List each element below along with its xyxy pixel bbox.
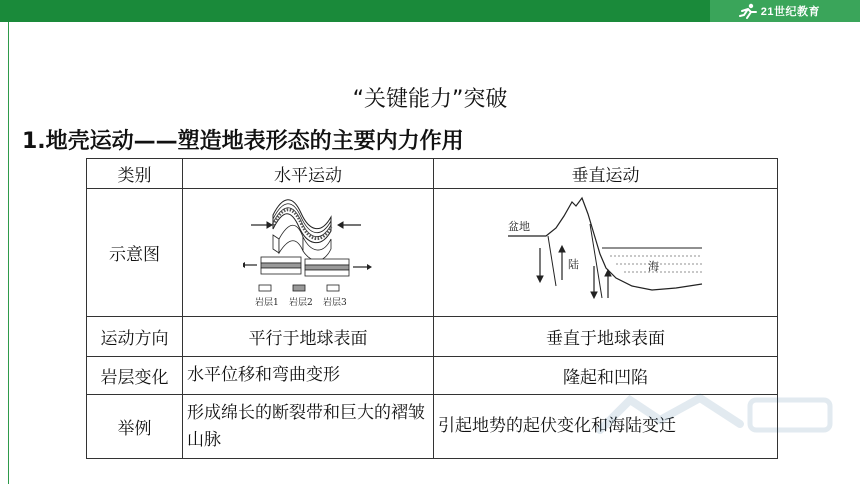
vertical-movement-diagram [506,194,706,312]
fault-blocks [243,257,372,276]
legend-stratum-3: 岩层3 [323,297,347,308]
runner-icon [738,3,758,19]
label-land: 陆 [567,257,579,271]
table-row [87,357,778,395]
watermark-logo [590,390,840,450]
row-label-diagram: 示意图 [87,189,183,317]
table-row-diagram [87,189,778,317]
horizontal-direction: 平行于地球表面 [183,317,434,357]
fault-line-right [590,224,602,298]
strata-legend [255,285,347,308]
table-row [87,317,778,357]
vertical-direction: 垂直于地球表面 [434,317,778,357]
brand-text: 21世纪教育 [760,6,820,18]
horizontal-example: 形成绵长的断裂带和巨大的褶皱山脉 [183,395,434,459]
horizontal-diagram-cell [183,189,434,317]
legend-stratum-2: 岩层2 [289,297,313,308]
horizontal-movement-diagram [243,195,373,313]
legend-stratum-1: 岩层1 [255,297,279,308]
row-label-example: 举例 [87,395,183,459]
header-category: 类别 [87,159,183,189]
header-horizontal: 水平运动 [183,159,434,189]
fault-line-left [548,236,556,286]
section-heading: 1.地壳运动——塑造地表形态的主要内力作用 [22,129,464,154]
header-vertical: 垂直运动 [434,159,778,189]
label-basin: 盆地 [507,219,530,233]
vertical-diagram-cell [434,189,778,317]
brand-logo [738,2,820,20]
vertical-strata-change: 隆起和凹陷 [434,357,778,395]
table-header-row [87,159,778,189]
horizontal-strata-change: 水平位移和弯曲变形 [183,357,434,395]
page-title: “关键能力”突破 [352,87,508,112]
row-label-strata-change: 岩层变化 [87,357,183,395]
folded-strata [273,199,331,260]
vertical-example: 引起地势的起伏变化和海陆变迁 [434,395,778,459]
label-sea: 海 [647,259,659,273]
row-label-direction: 运动方向 [87,317,183,357]
